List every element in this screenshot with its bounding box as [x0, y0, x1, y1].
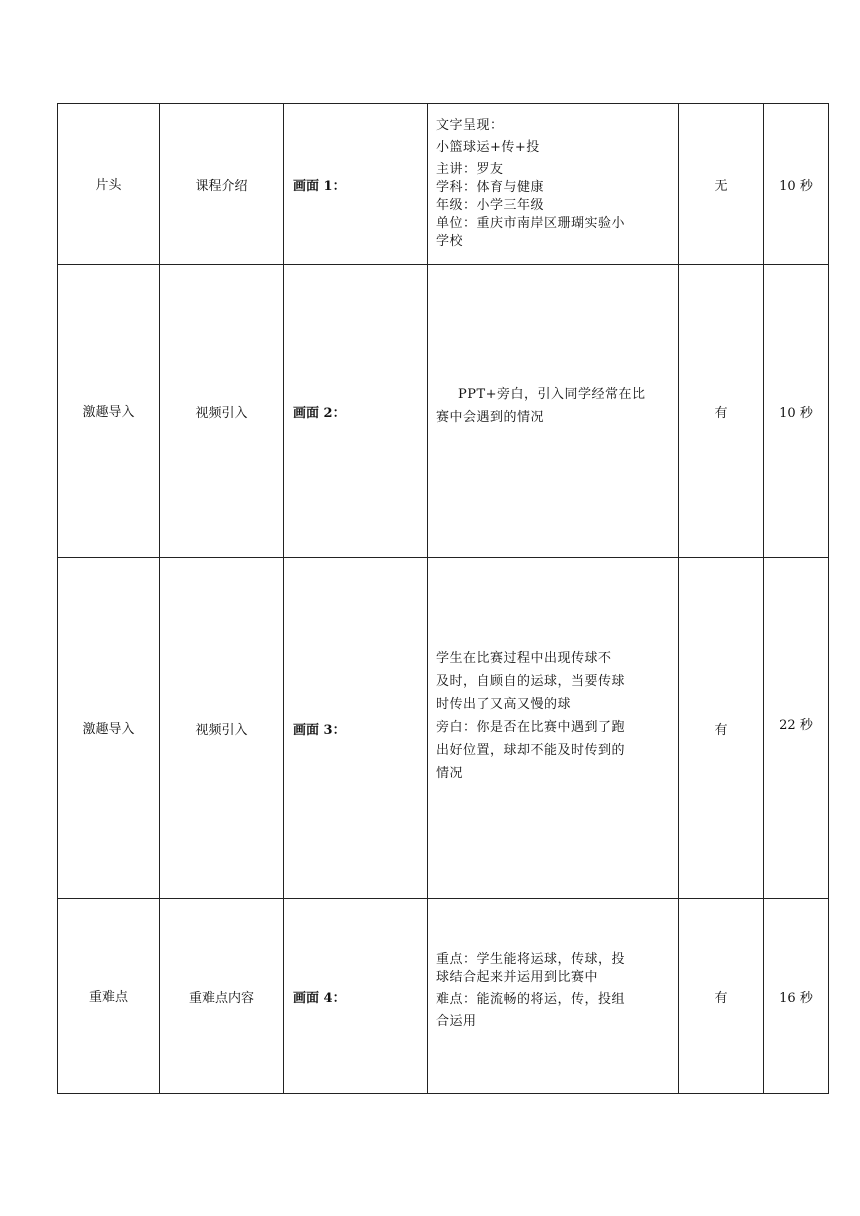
table-row [58, 899, 829, 1094]
audio-cell [679, 899, 764, 1094]
audio-value: 无 [714, 178, 728, 194]
segment-label: 重难点 [88, 989, 128, 1005]
scene-label: 画面 2： [293, 405, 346, 421]
content-line: 合运用 [436, 1014, 477, 1029]
audio-value: 有 [714, 722, 728, 738]
title-cell [160, 265, 284, 558]
table-row [58, 104, 829, 265]
content-line: 年级：小学三年级 [436, 198, 545, 213]
content-line: 重点：学生能将运球，传球，投 [436, 952, 626, 967]
content-line: 球结合起来并运用到比赛中 [436, 970, 599, 985]
audio-cell [679, 265, 764, 558]
section-title: 视频引入 [195, 405, 248, 421]
title-cell [160, 899, 284, 1094]
segment-cell [58, 899, 160, 1094]
scene-label: 画面 1： [293, 178, 346, 194]
scene-label: 画面 4： [293, 990, 346, 1006]
content-cell [428, 265, 679, 558]
content-line: 旁白：你是否在比赛中遇到了跑 [436, 720, 626, 735]
audio-value: 有 [714, 405, 728, 421]
duration-value: 22 秒 [779, 717, 813, 733]
duration-value: 10 秒 [779, 405, 813, 421]
table-row [58, 558, 829, 899]
duration-cell [764, 899, 829, 1094]
content-line: PPT+旁白，引入同学经常在比 [458, 387, 646, 402]
audio-value: 有 [714, 990, 728, 1006]
section-title: 视频引入 [195, 722, 248, 738]
content-line: 小篮球运+传+投 [436, 140, 540, 155]
scene-cell [284, 265, 428, 558]
segment-label: 激趣导入 [82, 721, 135, 737]
audio-cell [679, 558, 764, 899]
content-line: 难点：能流畅的将运，传，投组 [436, 992, 626, 1007]
content-line: 主讲：罗友 [436, 162, 504, 177]
segment-label: 激趣导入 [82, 404, 135, 420]
content-line: 时传出了又高又慢的球 [436, 697, 572, 712]
duration-cell [764, 104, 829, 265]
duration-value: 10 秒 [779, 178, 813, 194]
scene-cell [284, 558, 428, 899]
scene-cell [284, 899, 428, 1094]
section-title: 课程介绍 [195, 178, 248, 194]
segment-cell [58, 558, 160, 899]
audio-cell [679, 104, 764, 265]
table-row [58, 265, 829, 558]
content-cell [428, 104, 679, 265]
content-line: 单位：重庆市南岸区珊瑚实验小 [436, 216, 626, 231]
content-line: 出好位置，球却不能及时传到的 [436, 743, 626, 758]
segment-cell [58, 104, 160, 265]
content-line: 学科：体育与健康 [436, 180, 545, 195]
content-line: 文字呈现： [436, 118, 504, 133]
duration-cell [764, 265, 829, 558]
content-line: 及时，自顾自的运球，当要传球 [436, 674, 626, 689]
content-line: 情况 [436, 766, 464, 781]
title-cell [160, 104, 284, 265]
segment-cell [58, 265, 160, 558]
section-title: 重难点内容 [188, 990, 254, 1006]
content-cell [428, 558, 679, 899]
scene-label: 画面 3： [293, 722, 346, 738]
content-line: 赛中会遇到的情况 [436, 410, 545, 425]
title-cell [160, 558, 284, 899]
content-cell [428, 899, 679, 1094]
content-line: 学生在比赛过程中出现传球不 [436, 651, 612, 666]
scene-cell [284, 104, 428, 265]
segment-label: 片头 [95, 177, 122, 193]
duration-value: 16 秒 [779, 990, 813, 1006]
storyboard-table [57, 103, 829, 1094]
duration-cell [764, 558, 829, 899]
content-line: 学校 [436, 234, 464, 249]
